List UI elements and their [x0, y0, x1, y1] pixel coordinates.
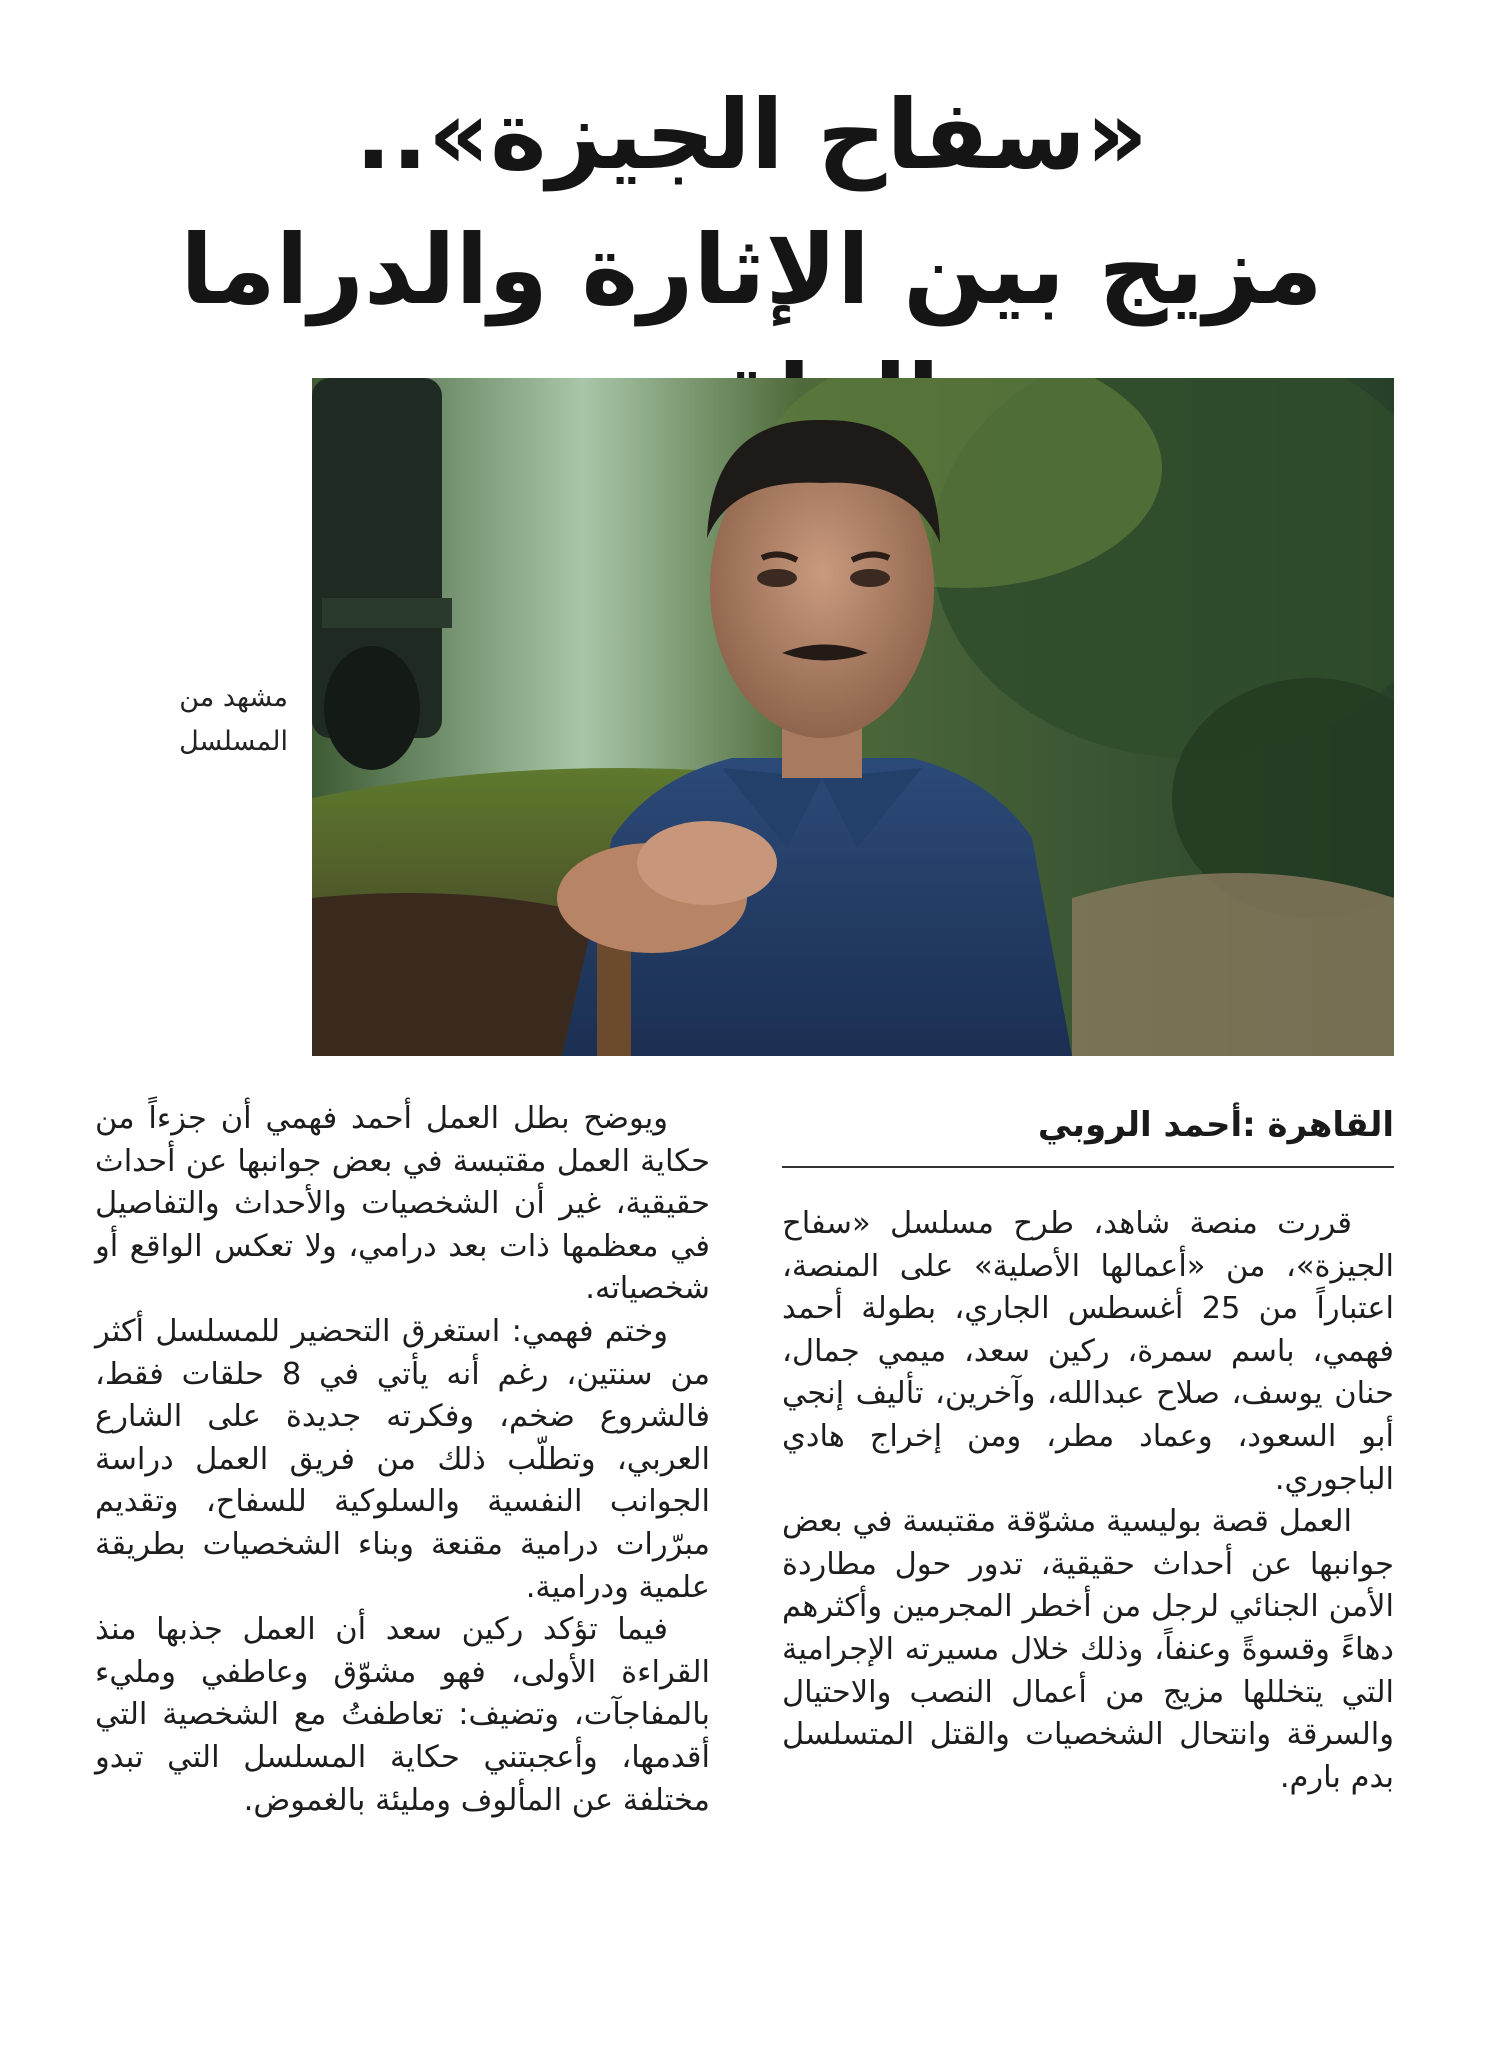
article-column-right [782, 1203, 1394, 1799]
byline: القاهرة :أحمد الروبي [1037, 1105, 1394, 1145]
paragraph: قررت منصة شاهد، طرح مسلسل «سفاح الجيزة»، من «أعمالها الأصلية» على المنصة، اعتباراً من 25 أغسطس الجاري، بطولة أحمد فهمي، باسم سمرة، ركين سعد، ميمي جمال، حنان يوسف، صلاح عبدالله، وآخرين، تأليف إنجي أبو السعود، وعماد مطر، ومن إخراج هادي الباجوري. [782, 1206, 1394, 1497]
article-column-left [95, 1098, 710, 1822]
headline-line-1: «سفاح الجيزة».. [355, 79, 1148, 191]
paragraph: وختم فهمي: استغرق التحضير للمسلسل أكثر من سنتين، رغم أنه يأتي في 8 حلقات فقط، فالشروع ضخم، وفكرته جديدة على الشارع العربي، وتطلّب ذلك من فريق العمل دراسة الجوانب النفسية والسلوكية للسفاح، وتقديم مبرّرات درامية مقنعة وبناء الشخصيات بطريقة علمية ودرامية. [95, 1313, 710, 1605]
paragraph: ويوضح بطل العمل أحمد فهمي أن جزءاً من حكاية العمل مقتبسة في بعض جوانبها عن أحداث حقيقية، غير أن الشخصيات والأحداث والتفاصيل في معظمها ذات بعد درامي، ولا تعكس الواقع أو شخصياته. [95, 1101, 710, 1307]
headline-line-2: مزيج بين الإثارة والدراما [180, 214, 1323, 326]
byline-divider [782, 1166, 1394, 1168]
article-photo [312, 378, 1394, 1056]
paragraph: فيما تؤكد ركين سعد أن العمل جذبها منذ القراءة الأولى، فهو مشوّق وعاطفي ومليء بالمفاجآت، وتضيف: تعاطفتُ مع الشخصية التي أقدمها، وأعجبتني حكاية المسلسل التي تبدو مختلفة عن المألوف ومليئة بالغموض. [95, 1612, 710, 1818]
paragraph: العمل قصة بوليسية مشوّقة مقتبسة في بعض جوانبها عن أحداث حقيقية، تدور حول مطاردة الأمن الجنائي لرجل من أخطر المجرمين وأكثرهم دهاءً وقسوةً وعنفاً، وذلك خلال مسيرته الإجرامية التي يتخللها مزيج من أعمال النصب والاحتيال والسرقة وانتحال الشخصيات والقتل المتسلسل بدم بارم. [782, 1504, 1394, 1795]
photo-caption: مشهد من المسلسل [179, 682, 288, 757]
photo-illustration [312, 378, 1394, 1056]
